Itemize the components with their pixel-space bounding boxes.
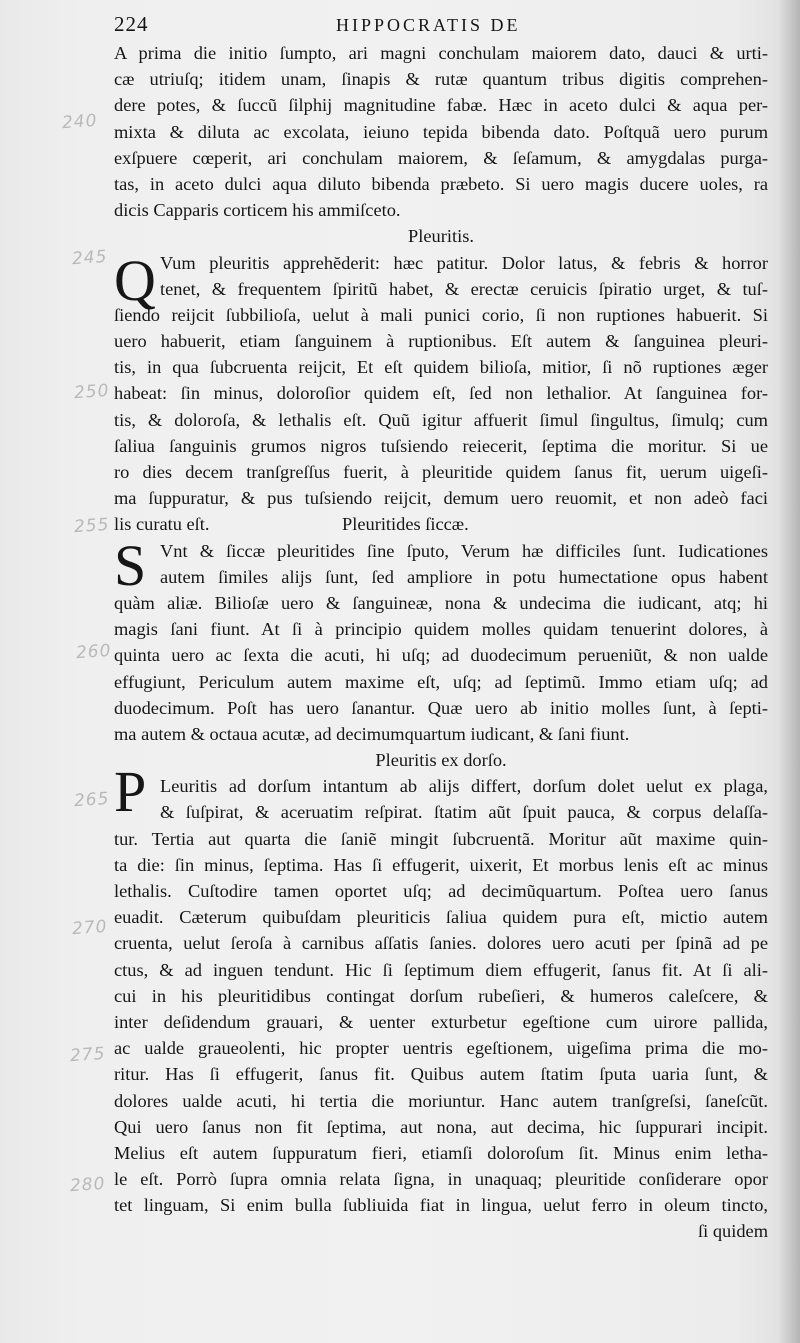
text-line: [114, 511, 768, 537]
text-line: quinta uero ac ſexta die acuti, hi uſq; ad duodecimum perueniũt, & non ualde: [114, 645, 768, 666]
text-line: lethalis. Cuſtodire tamen oportet uſq; ad decimũquartum. Poſtea uero ſanus: [114, 881, 768, 901]
text-line: ma ſuppuratur, & pus tuſsiendo reijcit, demum uero reuomit, et non adeò faci: [114, 488, 768, 509]
text-line: ac ualde graueolenti, hic propter uentris egeſtionem, uigeſima prima die mo-: [114, 1038, 768, 1059]
text-line: tis, & doloroſa, & lethalis eſt. Quũ igitur affuerit ſimul ſingultus, ſimulq; cum: [114, 409, 768, 430]
text-line: tet linguam, Si enim bulla ſubliuida fiat in lingua, uelut ferro in oleum tincto,: [114, 1195, 768, 1216]
text-line: dicis Capparis corticem his ammiſceto.: [114, 200, 401, 221]
drop-cap: S: [114, 533, 147, 598]
text-line: euadit. Cæterum quibuſdam pleuriticis ſaliua quidem pura eſt, mictio autem: [114, 907, 768, 928]
text-line: ma autem & octaua acutæ, ad decimumquartum iudicant, & ſani fiunt.: [114, 723, 630, 744]
text-line: A prima die initio ſumpto, ari magni conchulam maiorem dato, dauci & urti-: [114, 43, 768, 63]
text-line: dere potes, & ſuccũ ſilphij magnitudine fabæ. Hæc in aceto dulci & aqua per-: [114, 95, 768, 116]
margin-note: 245: [71, 246, 109, 270]
text-line: tur. Tertia aut quarta die ſaniẽ mingit ſubcruentã. Moritur aũt maxime quin-: [114, 828, 768, 849]
catchword: ſi quidem: [698, 1221, 768, 1242]
text-line: Vnt & ſiccæ pleuritides ſine ſputo, Verum hæ difficiles ſunt. Iudicationes: [160, 540, 768, 561]
text-line: tenet, & frequentem ſpiritũ habet, & erectæ ceruicis ſpiratio urget, & tuſ-: [160, 278, 768, 299]
text-line: mixta & diluta ac excolata, ieiuno tepida bibenda dato. Poſtquã uero purum: [114, 121, 768, 142]
text-line: ſiendo reijcit ſubbilioſa, uelut à mali punici corio, ſi non ruptiones habuerit. Si: [114, 304, 768, 325]
text-line: cui in his pleuritidibus contingat dorſum rubeſieri, & humeros caleſcere, &: [114, 985, 768, 1006]
margin-note: 255: [73, 514, 111, 538]
section-heading: Pleuritis.: [408, 226, 474, 247]
text-line: ro dies decem tranſgreſſus fuerit, à pleuritide quidem ſanus fit, uerum uigeſi-: [114, 462, 768, 482]
page-number: 224: [114, 12, 149, 36]
text-line: ctus, & ad inguen tendunt. Hic ſi ſeptimum diem effugerit, ſanus fit. At ſi ali-: [114, 959, 768, 980]
text-line: Vum pleuritis apprehĕderit: hæc patitur. Dolor latus, & febris & horror: [160, 252, 768, 273]
body-text: [114, 40, 768, 1245]
section-heading: Pleuritis ex dorſo.: [375, 750, 507, 771]
text-line: cæ utriuſq; itidem unam, ſinapis & rutæ quantum tribus digitis comprehen-: [114, 69, 768, 90]
line-end-text: lis curatu eſt.: [114, 514, 210, 535]
page-edge-shadow: [778, 0, 800, 1343]
margin-note: 240: [61, 110, 99, 134]
text-line: duodecimum. Poſt has uero ſanantur. Quæ uero ab initio molles ſunt, à ſepti-: [114, 697, 768, 718]
text-line: ta die: ſin minus, ſeptima. Has ſi effugerit, uixerit, Et morbus lenis eſt ac minus: [114, 854, 768, 875]
text-line: exſpuere cœperit, ari conchulam maiorem, & ſeſamum, & amygdalas purga-: [114, 147, 768, 168]
text-line: Leuritis ad dorſum intantum ab alijs differt, dorſum dolet uelut ex plaga,: [160, 776, 768, 797]
text-line: tas, in aceto dulci aqua diluto bibenda præbeto. Si uero magis ducere uoles, ra: [114, 173, 768, 194]
text-line: le eſt. Porrò ſupra omnia relata ſigna, in unaquaq; pleuritide conſiderare opor: [114, 1169, 768, 1190]
text-line: Melius eſt autem ſuppuratum fieri, etiamſi doloroſum ſit. Minus enim letha-: [114, 1142, 768, 1163]
margin-note: 270: [71, 916, 109, 940]
text-line: effugiunt, Periculum autem maxime eſt, uſq; ad ſeptimũ. Immo etiam uſq; ad: [114, 671, 768, 692]
drop-cap: Q: [114, 248, 156, 313]
text-line: tis, in qua ſubcruenta reijcit, Et eſt quidem bilioſa, mitior, ſi nõ ruptiones æger: [114, 357, 768, 378]
text-line: & ſuſpirat, & aceruatim reſpirat. ſtatim aũt ſpuit pauca, & corpus delaſſa-: [160, 802, 768, 823]
text-line: uero habuerit, etiam ſanguinem à ruptionibus. Eſt autem & ſanguinea pleuri-: [114, 331, 768, 352]
margin-note: 280: [69, 1173, 107, 1197]
drop-cap: P: [114, 759, 147, 824]
text-line: dolores ualde acuti, hi tertia die moriuntur. Hanc autem tranſgreſsi, ſaneſcũt.: [114, 1090, 768, 1111]
text-line: inter deſidendum grauari, & uenter exturbetur egeſtione cum uirore pallida,: [114, 1011, 768, 1032]
text-line: ritur. Has ſi effugerit, ſanus fit. Quibus autem ſtatim ſputa uaria ſunt, &: [114, 1064, 768, 1085]
margin-note: 250: [73, 380, 111, 404]
margin-note: 275: [69, 1043, 107, 1067]
running-title: HIPPOCRATIS DE: [336, 15, 521, 35]
text-line: habeat: ſin minus, doloroſior quidem eſt, ſed non lethalior. At ſanguinea for-: [114, 383, 768, 404]
text-line: autem ſimiles alijs ſunt, ſed ampliore in potu humectatione opus habent: [160, 566, 768, 587]
text-line: ſaliua ſanguinis grumos nigros tuſsiendo reiecerit, ſeptima die moritur. Si ue: [114, 435, 768, 456]
section-heading: Pleuritides ſiccæ.: [342, 514, 469, 535]
margin-note: 260: [75, 640, 113, 664]
text-line: quàm aliæ. Bilioſæ uero & ſanguineæ, nona & undecima die iudicant, atq; hi: [114, 592, 768, 613]
text-line: magis ſani fiunt. At ſi à principio quidem molles quidam tenuerint dolores, à: [114, 619, 768, 640]
text-line: Qui uero ſanus non fit ſeptima, aut nona, aut decima, hic ſuppurari incipit.: [114, 1116, 768, 1137]
running-head: [114, 12, 754, 38]
text-line: cruenta, uelut ſeroſa à carnibus aſſatis ſanies. dolores uero acuti per ſpinã ad pe: [114, 933, 768, 954]
margin-note: 265: [73, 788, 111, 812]
